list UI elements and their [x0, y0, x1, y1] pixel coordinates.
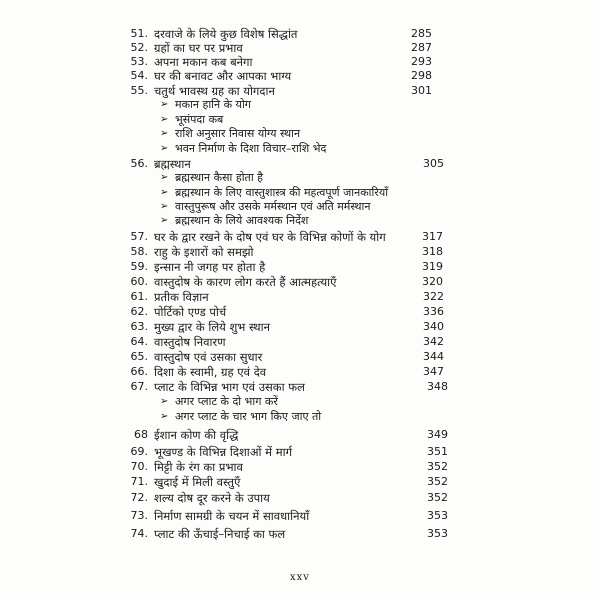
toc-entry [0, 459, 600, 475]
toc-entry-page: 347 [423, 365, 444, 378]
toc-entry-number: 65. [130, 350, 148, 363]
toc-entry-number: 57. [130, 230, 148, 243]
toc-entry-page: 340 [423, 320, 444, 333]
toc-entry-number: 56. [130, 157, 148, 170]
toc-subentry-title: ब्रह्मस्थान के लिये आवश्यक निर्देश [175, 214, 309, 227]
toc-entry [0, 490, 600, 506]
toc-entry [0, 364, 600, 380]
toc-entry-number: 60. [130, 275, 148, 288]
toc-entry [0, 259, 600, 275]
toc-subentry-title: अगर प्लाट के चार भाग किए जाए तो [175, 410, 322, 423]
toc-entry-page: 349 [427, 428, 448, 441]
toc-entry-page: 317 [422, 230, 443, 243]
toc-entry-number: 53. [130, 55, 148, 68]
toc-entry-title: ग्रहों का घर पर प्रभाव [154, 41, 243, 55]
toc-entry-page: 352 [427, 460, 448, 473]
toc-entry-title: प्लाट की ऊँचाई–निचाई का फल [154, 527, 286, 541]
toc-entry-page: 348 [427, 380, 448, 393]
toc-entry-number: 64. [130, 335, 148, 348]
toc-entry-number: 63. [130, 320, 148, 333]
toc-subentry-title: ब्रह्मस्थान के लिए वास्तुशास्त्र की महत्वपूर्ण जानकारियाँ [175, 186, 389, 199]
toc-entry-title: वास्तुदोष एवं उसका सुधार [154, 350, 263, 364]
toc-entry [0, 349, 600, 365]
toc-entry-title: वास्तुदोष निवारण [154, 335, 226, 349]
toc-entry-page: 351 [427, 445, 448, 458]
toc-subentry-title: राशि अनुसार निवास योग्य स्थान [175, 127, 301, 140]
arrow-bullet-icon: ➢ [160, 128, 169, 139]
toc-entry-page: 305 [423, 157, 444, 170]
toc-entry-title: अपना मकान कब बनेगा [154, 55, 253, 69]
toc-entry-page: 336 [423, 305, 444, 318]
arrow-bullet-icon: ➢ [160, 215, 169, 226]
toc-entry-number: 73. [130, 509, 148, 522]
toc-entry-page: 342 [423, 335, 444, 348]
toc-entry-page: 287 [411, 41, 432, 54]
toc-entry [0, 229, 600, 245]
toc-subentry-title: भवन निर्माण के दिशा विचार–राशि भेद [175, 142, 327, 155]
toc-entry-page: 353 [427, 527, 448, 540]
toc-entry-number: 66. [130, 365, 148, 378]
toc-entry-number: 52. [130, 41, 148, 54]
arrow-bullet-icon: ➢ [160, 187, 169, 198]
toc-entry-title: वास्तुदोष के कारण लोग करते हैं आत्महत्याएँ [154, 275, 337, 289]
toc-entry-page: 344 [423, 350, 444, 363]
toc-entry-number: 59. [130, 260, 148, 273]
toc-entry-title: दरवाजे के लिये कुछ विशेष सिद्धांत [154, 27, 298, 41]
toc-entry [0, 508, 600, 524]
toc-entry-title: मुख्य द्वार के लिये शुभ स्थान [154, 320, 270, 334]
toc-entry-number: 55. [130, 84, 148, 97]
toc-entry-page: 353 [427, 509, 448, 522]
toc-entry [0, 304, 600, 320]
toc-entry-number: 51. [130, 27, 148, 40]
toc-entry-number: 68 [134, 428, 148, 441]
toc-entry [0, 474, 600, 490]
toc-entry-page: 293 [411, 55, 432, 68]
toc-entry-title: चतुर्थ भावस्थ ग्रह का योगदान [154, 84, 275, 98]
toc-entry [0, 319, 600, 335]
toc-entry-title: ईशान कोण की वृद्धि [154, 428, 239, 442]
toc-entry-number: 61. [130, 290, 148, 303]
toc-entry-title: मिट्टी के रंग का प्रभाव [154, 460, 243, 474]
toc-entry-title: पोर्टिको एण्ड पोर्च [154, 305, 227, 319]
toc-entry-page: 352 [427, 491, 448, 504]
toc-subentry [0, 409, 600, 425]
toc-entry [0, 68, 600, 84]
toc-subentry-title: वास्तुपुरूष और उसके मर्मस्थान एवं अति मर्मस्थान [175, 200, 371, 213]
toc-subentry-title: मकान हानि के योग [175, 98, 251, 111]
toc-entry-title: निर्माण सामग्री के चयन में सावधानियाँ [154, 509, 310, 523]
toc-entry-page: 322 [423, 290, 444, 303]
toc-entry-number: 69. [130, 445, 148, 458]
toc-entry-number: 72. [130, 491, 148, 504]
toc-subentry [0, 97, 600, 113]
toc-entry-title: इन्सान नी जगह पर होता है [154, 260, 266, 274]
toc-entry-page: 320 [422, 275, 443, 288]
toc-entry-number: 58. [130, 245, 148, 258]
toc-entry-title: राहु के इशारों को समझो [154, 245, 254, 259]
toc-entry-title: शल्य दोष दूर करने के उपाय [154, 491, 270, 505]
toc-subentry [0, 170, 600, 186]
arrow-bullet-icon: ➢ [160, 201, 169, 212]
toc-entry-title: घर के द्वार रखने के दोष एवं घर के विभिन्न कोणों के योग [154, 230, 386, 244]
toc-entry-page: 298 [411, 69, 432, 82]
toc-entry-number: 71. [130, 475, 148, 488]
arrow-bullet-icon: ➢ [160, 396, 169, 407]
arrow-bullet-icon: ➢ [160, 99, 169, 110]
toc-entry-page: 301 [411, 84, 432, 97]
toc-entry [0, 379, 600, 395]
toc-entry-page: 285 [411, 27, 432, 40]
toc-entry-page: 352 [427, 475, 448, 488]
toc-entry [0, 334, 600, 350]
arrow-bullet-icon: ➢ [160, 172, 169, 183]
toc-entry-page: 319 [422, 260, 443, 273]
toc-entry-title: घर की बनावट और आपका भाग्य [154, 69, 292, 83]
toc-entry-number: 67. [130, 380, 148, 393]
toc-entry [0, 427, 600, 443]
toc-subentry [0, 213, 600, 229]
toc-entry-title: प्लाट के विभिन्न भाग एवं उसका फल [154, 380, 305, 394]
page-number-footer: xxv [290, 572, 310, 583]
toc-entry-title: खुदाई में मिली वस्तुएँ [154, 475, 241, 489]
toc-entry-title: प्रतीक विज्ञान [154, 290, 209, 304]
toc-subentry [0, 126, 600, 142]
toc-entry [0, 444, 600, 460]
toc-subentry-title: ब्रह्मस्थान कैसा होता है [175, 171, 264, 184]
toc-subentry [0, 141, 600, 157]
toc-entry-page: 318 [422, 245, 443, 258]
toc-entry [0, 244, 600, 260]
toc-subentry-title: अगर प्लाट के दो भाग करें [175, 395, 278, 408]
toc-entry [0, 526, 600, 542]
toc-entry-title: भूखण्ड के विभिन्न दिशाओं में मार्ग [154, 445, 293, 459]
toc-entry-number: 62. [130, 305, 148, 318]
toc-entry-title: दिशा के स्वामी, ग्रह एवं देव [154, 365, 267, 379]
toc-entry-number: 70. [130, 460, 148, 473]
arrow-bullet-icon: ➢ [160, 411, 169, 422]
arrow-bullet-icon: ➢ [160, 143, 169, 154]
toc-entry-number: 54. [130, 69, 148, 82]
toc-entry [0, 274, 600, 290]
toc-subentry [0, 394, 600, 410]
arrow-bullet-icon: ➢ [160, 114, 169, 125]
toc-subentry-title: भूसंपदा कब [175, 113, 224, 126]
toc-entry-title: ब्रह्मस्थान [154, 157, 191, 171]
toc-entry-number: 74. [130, 527, 148, 540]
toc-entry [0, 289, 600, 305]
